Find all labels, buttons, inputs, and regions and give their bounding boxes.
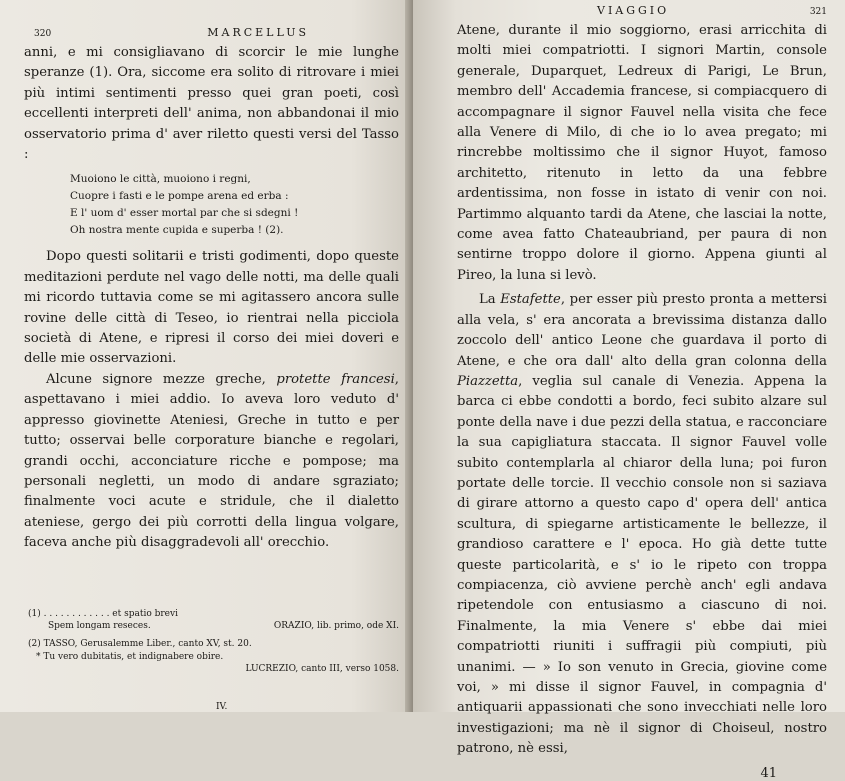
left-running-head xyxy=(24,26,399,39)
left-paragraph-1: anni, e mi consigliavano di scorcir le mie lunghe speranze (1). Ora, siccome era solito di ritrovare i miei più intimi sentimenti presso quei gran poeti, così eccellenti interpreti dell' anima, non abbandonai il mio osservatorio prima d' aver riletto questi versi del Tasso : xyxy=(24,45,399,163)
footnote-1-source: ORAZIO, lib. primo, ode XI. xyxy=(273,620,399,631)
right-running-title: VIAGGIO xyxy=(597,4,670,17)
paragraph-3-start: Alcune signore mezze greche, xyxy=(46,371,277,387)
footnotes xyxy=(24,608,399,676)
paragraph-2-a: La xyxy=(479,292,501,308)
footnote-1-ref xyxy=(24,620,399,632)
paragraph-2-b: , per esser più presto pronta a mettersi alla vela, s' era ancorata a brevissima distanza dallo zoccolo dell' antico Leone che guardava il porto di Atene, e che ora dall' alto della gran colonna della xyxy=(457,292,828,369)
left-paragraph-3 xyxy=(24,370,399,554)
verse-line-3: E l' uom d' esser mortal par che si sdegni ! xyxy=(70,207,299,220)
tasso-verse xyxy=(70,171,399,239)
left-page xyxy=(0,0,413,712)
right-running-head xyxy=(457,4,827,17)
footnote-1-line-1: . . . . . . . . . . . . et spatio brevi xyxy=(43,608,178,619)
piazzetta-italic: Piazzetta xyxy=(457,373,519,389)
verse-line-2: Cuopre i fasti e le pompe arena ed erba : xyxy=(70,190,289,203)
right-signature: 41 xyxy=(760,765,777,781)
left-running-title: MARCELLUS xyxy=(207,26,309,39)
footnote-2-quote: * Tu vero dubitatis, et indignabere obire. xyxy=(36,651,224,662)
right-paragraph-1: Atene, durante il mio soggiorno, erasi arricchita di molti miei compatriotti. I signori Martin, console generale, Duparquet, Ledreux di Parigi, Le Brun, membro dell' Accademia francese, si compiacquero di accompagnare il signor Fauvel nella visita che fece alla Venere di Milo, di che io lo avea pregato; mi rincrebbe moltissimo che il signor Huyot, famoso architetto, ritenuto in letto da una febbre ardentissima, non fosse in istato di venir con noi. Partimmo alquanto tardi da Atene, che lasciai la notte, come avea fatto Chateaubriand, per paura di non sentirne troppo dolore il giorno. Appena giunti al Pireo, la luna si levò. xyxy=(457,23,827,283)
right-page xyxy=(413,0,845,781)
footnote-1-marker: (1) xyxy=(28,608,41,619)
estafette-italic: Estafette xyxy=(500,292,561,308)
verse-line-4: Oh nostra mente cupida e superba ! (2). xyxy=(70,224,284,237)
signature-mark: IV. xyxy=(216,702,228,712)
footnote-1-line-2: Spem longam reseces. xyxy=(48,620,151,631)
left-paragraph-2: Dopo questi solitarii e tristi godimenti, dopo queste meditazioni perdute nel vago delle notti, ma delle quali mi ricordo tuttavia come se mi agitassero ancora sulle rovine delle città di Teseo, io rientrai nella picciola società di Atene, e ripresi il corso dei miei doveri e delle mie osservazioni. xyxy=(24,249,399,367)
right-paragraph-2 xyxy=(457,290,827,759)
paragraph-2-c: , veglia sul canale di Venezia. Appena la barca ci ebbe condotti a bordo, feci subito alzare sul ponte della nave i due pezzi della statua, e racconciare la sua capigliatura staccata. Il signor Fauvel volle subito contemplarla al chiaror della luna; poi furon portate delle torcie. Il vecchio console non si saziava di girare attorno a questo capo d' opera dell' antica scultura, di spiegarne artisticamente le bellezze, il grandioso carattere e l' epoca. Ho già dette tutte queste particolarità, e s' io le ripeto con troppa compiacenza, ciò avviene perchè anch' egli andava ripetendole con entusiasmo a ciascuno di noi. Finalmente, la mia Venere s' ebbe dai miei compatriotti riuniti i suffragii più compiuti, più unanimi. — » Io son venuto in Grecia, giovine come voi, » mi disse il signor Fauvel, in compagnia d' antiquarii appassionati che sono invecchiati nelle loro investigazioni; ma nè il signor di Choiseul, nostro patrono, nè essi, xyxy=(457,373,827,757)
footnote-1 xyxy=(24,608,399,620)
right-page-number: 321 xyxy=(809,7,827,17)
paragraph-3-italic: protette francesi xyxy=(276,371,395,387)
footnote-2: (2) TASSO, Gerusalemme Liber., canto XV, st. 20. xyxy=(28,639,252,650)
footnote-2-source: LUCREZIO, canto III, verso 1058. xyxy=(245,664,399,675)
left-page-number: 320 xyxy=(34,29,52,39)
verse-line-1: Muoiono le città, muoiono i regni, xyxy=(70,173,251,186)
paragraph-3-end: , aspettavano i miei addio. Io aveva loro veduto d' appresso giovinette Ateniesi, Greche in tutto e per tutto; osservai belle corporature bianche e regolari, grandi occhi, acconciature ricche e pompose; ma personali negletti, un modo di andare sgraziato; finalmente voci acute e stridule, che il dialetto ateniese, gergo dei più corrotti della lingua volgare, faceva anche più disaggradevoli all' orecchio. xyxy=(24,371,399,551)
